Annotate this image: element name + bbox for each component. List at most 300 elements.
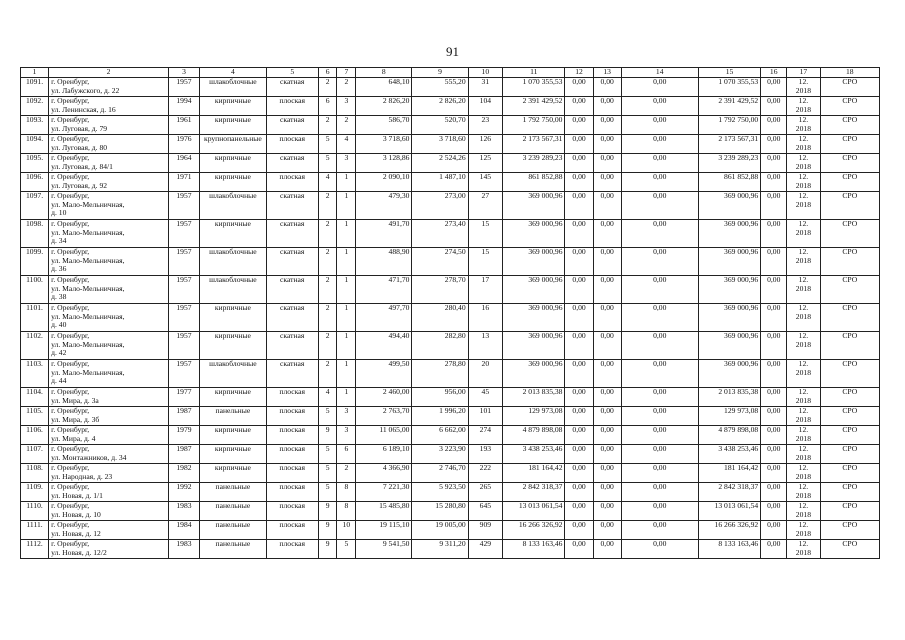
wall-material-cell: шлакоблочные bbox=[200, 248, 267, 276]
row-number-cell: 1110. bbox=[21, 502, 49, 521]
deadline-line: 2018 bbox=[795, 471, 811, 481]
deadline-line: 2018 bbox=[795, 161, 811, 171]
total-area-cell: 2 090,10 bbox=[356, 173, 412, 192]
table-row bbox=[21, 426, 880, 445]
cost-col-13-cell: 0,00 bbox=[593, 220, 621, 248]
total-cost-cell: 369 000,96 bbox=[503, 192, 565, 220]
cost-col-15-cell: 861 852,88 bbox=[698, 173, 760, 192]
row-number-cell: 1107. bbox=[21, 445, 49, 464]
row-number-cell: 1100. bbox=[21, 276, 49, 304]
column-header: 6 bbox=[318, 68, 337, 78]
deadline-cell bbox=[787, 521, 820, 540]
address-cell bbox=[49, 464, 169, 483]
cost-col-13-cell: 0,00 bbox=[593, 521, 621, 540]
cost-col-16-cell: 0,00 bbox=[761, 483, 787, 502]
address-cell bbox=[49, 276, 169, 304]
table-row bbox=[21, 445, 880, 464]
column-header: 17 bbox=[787, 68, 820, 78]
cost-col-16-cell: 0,00 bbox=[761, 540, 787, 559]
funding-method-cell: СРО bbox=[820, 483, 879, 502]
cost-col-12-cell: 0,00 bbox=[565, 304, 593, 332]
deadline-line: 12. bbox=[798, 539, 809, 548]
residents-count-cell: 193 bbox=[468, 445, 502, 464]
address-cell bbox=[49, 521, 169, 540]
address-line: ул. Луговая, д. 84/1 bbox=[51, 161, 113, 171]
cost-col-16-cell: 0,00 bbox=[761, 173, 787, 192]
total-cost-cell: 369 000,96 bbox=[503, 332, 565, 360]
address-line: д. 38 bbox=[51, 292, 67, 302]
wall-material-cell: кирпичные bbox=[200, 154, 267, 173]
deadline-line: 2018 bbox=[795, 180, 811, 190]
residents-count-cell: 429 bbox=[468, 540, 502, 559]
address-line: ул. Ленинская, д. 16 bbox=[51, 104, 116, 114]
residents-count-cell: 222 bbox=[468, 464, 502, 483]
cost-col-13-cell: 0,00 bbox=[593, 360, 621, 388]
funding-method-cell: СРО bbox=[820, 426, 879, 445]
build-year-cell: 1957 bbox=[168, 220, 199, 248]
funding-method-cell: СРО bbox=[820, 192, 879, 220]
cost-col-13-cell: 0,00 bbox=[593, 173, 621, 192]
cost-col-12-cell: 0,00 bbox=[565, 521, 593, 540]
total-cost-cell: 1 070 355,53 bbox=[503, 78, 565, 97]
wall-material-cell: кирпичные bbox=[200, 97, 267, 116]
cost-col-13-cell: 0,00 bbox=[593, 135, 621, 154]
table-row bbox=[21, 483, 880, 502]
roof-type-cell: скатная bbox=[266, 332, 318, 360]
deadline-cell bbox=[787, 135, 820, 154]
cost-col-16-cell: 0,00 bbox=[761, 276, 787, 304]
total-cost-cell: 369 000,96 bbox=[503, 360, 565, 388]
floors-count-cell: 4 bbox=[318, 173, 337, 192]
total-cost-cell: 16 266 326,92 bbox=[503, 521, 565, 540]
build-year-cell: 1961 bbox=[168, 116, 199, 135]
roof-type-cell: плоская bbox=[266, 502, 318, 521]
row-number-cell: 1092. bbox=[21, 97, 49, 116]
address-line: ул. Мира, д. 3а bbox=[51, 395, 99, 405]
address-line: г. Оренбург, bbox=[51, 172, 90, 181]
floors-count-cell: 2 bbox=[318, 360, 337, 388]
cost-col-15-cell: 181 164,42 bbox=[698, 464, 760, 483]
floors-count-cell: 2 bbox=[318, 116, 337, 135]
cost-col-15-cell: 8 133 163,46 bbox=[698, 540, 760, 559]
entrances-count-cell: 1 bbox=[337, 248, 356, 276]
cost-col-16-cell: 0,00 bbox=[761, 220, 787, 248]
build-year-cell: 1957 bbox=[168, 276, 199, 304]
address-line: ул. Мало-Мельничная, bbox=[51, 283, 125, 293]
total-area-cell: 497,70 bbox=[356, 304, 412, 332]
build-year-cell: 1983 bbox=[168, 540, 199, 559]
deadline-line: 12. bbox=[798, 482, 809, 491]
address-cell bbox=[49, 173, 169, 192]
address-line: г. Оренбург, bbox=[51, 520, 90, 529]
floors-count-cell: 2 bbox=[318, 220, 337, 248]
column-number-row bbox=[21, 68, 880, 78]
deadline-line: 2018 bbox=[795, 339, 811, 349]
floors-count-cell: 5 bbox=[318, 135, 337, 154]
address-line: г. Оренбург, bbox=[51, 303, 90, 312]
row-number-cell: 1104. bbox=[21, 388, 49, 407]
column-header: 2 bbox=[49, 68, 169, 78]
table-row bbox=[21, 248, 880, 276]
row-number-cell: 1098. bbox=[21, 220, 49, 248]
cost-col-15-cell: 129 973,08 bbox=[698, 407, 760, 426]
total-cost-cell: 861 852,88 bbox=[503, 173, 565, 192]
cost-col-13-cell: 0,00 bbox=[593, 445, 621, 464]
entrances-count-cell: 1 bbox=[337, 173, 356, 192]
deadline-line: 2018 bbox=[795, 227, 811, 237]
build-year-cell: 1982 bbox=[168, 464, 199, 483]
residents-count-cell: 17 bbox=[468, 276, 502, 304]
living-area-cell: 5 923,50 bbox=[412, 483, 468, 502]
funding-method-cell: СРО bbox=[820, 248, 879, 276]
build-year-cell: 1987 bbox=[168, 407, 199, 426]
column-header: 10 bbox=[468, 68, 502, 78]
cost-col-12-cell: 0,00 bbox=[565, 388, 593, 407]
deadline-cell bbox=[787, 407, 820, 426]
total-cost-cell: 369 000,96 bbox=[503, 220, 565, 248]
deadline-line: 12. bbox=[798, 96, 809, 105]
address-cell bbox=[49, 332, 169, 360]
build-year-cell: 1983 bbox=[168, 502, 199, 521]
cost-col-14-cell: 0,00 bbox=[621, 388, 698, 407]
deadline-cell bbox=[787, 173, 820, 192]
deadline-line: 12. bbox=[798, 172, 809, 181]
wall-material-cell: шлакоблочные bbox=[200, 360, 267, 388]
deadline-cell bbox=[787, 426, 820, 445]
total-cost-cell: 129 973,08 bbox=[503, 407, 565, 426]
build-year-cell: 1957 bbox=[168, 248, 199, 276]
row-number-cell: 1093. bbox=[21, 116, 49, 135]
funding-method-cell: СРО bbox=[820, 521, 879, 540]
column-header: 16 bbox=[761, 68, 787, 78]
entrances-count-cell: 3 bbox=[337, 97, 356, 116]
total-area-cell: 2 460,00 bbox=[356, 388, 412, 407]
floors-count-cell: 5 bbox=[318, 464, 337, 483]
living-area-cell: 278,80 bbox=[412, 360, 468, 388]
deadline-cell bbox=[787, 304, 820, 332]
cost-col-15-cell: 1 070 355,53 bbox=[698, 78, 760, 97]
wall-material-cell: кирпичные bbox=[200, 116, 267, 135]
floors-count-cell: 9 bbox=[318, 521, 337, 540]
column-header: 3 bbox=[168, 68, 199, 78]
deadline-cell bbox=[787, 332, 820, 360]
address-line: ул. Мира, д. 4 bbox=[51, 433, 96, 443]
cost-col-15-cell: 369 000,96 bbox=[698, 276, 760, 304]
residents-count-cell: 31 bbox=[468, 78, 502, 97]
cost-col-12-cell: 0,00 bbox=[565, 135, 593, 154]
address-cell bbox=[49, 135, 169, 154]
address-line: ул. Мало-Мельничная, bbox=[51, 255, 125, 265]
entrances-count-cell: 2 bbox=[337, 464, 356, 483]
deadline-cell bbox=[787, 483, 820, 502]
floors-count-cell: 4 bbox=[318, 388, 337, 407]
total-area-cell: 648,10 bbox=[356, 78, 412, 97]
deadline-line: 12. bbox=[798, 501, 809, 510]
total-cost-cell: 8 133 163,46 bbox=[503, 540, 565, 559]
roof-type-cell: скатная bbox=[266, 154, 318, 173]
cost-col-14-cell: 0,00 bbox=[621, 502, 698, 521]
funding-method-cell: СРО bbox=[820, 407, 879, 426]
cost-col-12-cell: 0,00 bbox=[565, 173, 593, 192]
wall-material-cell: шлакоблочные bbox=[200, 192, 267, 220]
address-line: г. Оренбург, bbox=[51, 463, 90, 472]
cost-col-12-cell: 0,00 bbox=[565, 483, 593, 502]
address-line: ул. Мира, д. 3б bbox=[51, 414, 100, 424]
cost-col-13-cell: 0,00 bbox=[593, 304, 621, 332]
cost-col-12-cell: 0,00 bbox=[565, 116, 593, 135]
funding-method-cell: СРО bbox=[820, 173, 879, 192]
cost-col-14-cell: 0,00 bbox=[621, 97, 698, 116]
roof-type-cell: плоская bbox=[266, 388, 318, 407]
deadline-line: 12. bbox=[798, 387, 809, 396]
living-area-cell: 3 718,60 bbox=[412, 135, 468, 154]
row-number-cell: 1112. bbox=[21, 540, 49, 559]
roof-type-cell: плоская bbox=[266, 540, 318, 559]
total-area-cell: 2 826,20 bbox=[356, 97, 412, 116]
address-line: д. 40 bbox=[51, 320, 67, 330]
roof-type-cell: скатная bbox=[266, 116, 318, 135]
total-cost-cell: 2 391 429,52 bbox=[503, 97, 565, 116]
table-row bbox=[21, 192, 880, 220]
address-cell bbox=[49, 426, 169, 445]
funding-method-cell: СРО bbox=[820, 78, 879, 97]
cost-col-12-cell: 0,00 bbox=[565, 464, 593, 483]
deadline-line: 2018 bbox=[795, 123, 811, 133]
column-header: 12 bbox=[565, 68, 593, 78]
funding-method-cell: СРО bbox=[820, 116, 879, 135]
deadline-line: 12. bbox=[798, 191, 809, 200]
address-line: ул. Мало-Мельничная, bbox=[51, 199, 125, 209]
living-area-cell: 1 487,10 bbox=[412, 173, 468, 192]
address-cell bbox=[49, 388, 169, 407]
address-cell bbox=[49, 360, 169, 388]
address-line: г. Оренбург, bbox=[51, 501, 90, 510]
column-header: 8 bbox=[356, 68, 412, 78]
living-area-cell: 282,80 bbox=[412, 332, 468, 360]
deadline-line: 12. bbox=[798, 153, 809, 162]
total-cost-cell: 4 879 898,08 bbox=[503, 426, 565, 445]
address-line: г. Оренбург, bbox=[51, 153, 90, 162]
deadline-line: 12. bbox=[798, 275, 809, 284]
address-cell bbox=[49, 502, 169, 521]
cost-col-12-cell: 0,00 bbox=[565, 407, 593, 426]
total-area-cell: 19 115,10 bbox=[356, 521, 412, 540]
address-line: ул. Монтажников, д. 34 bbox=[51, 452, 127, 462]
cost-col-14-cell: 0,00 bbox=[621, 173, 698, 192]
address-line: д. 36 bbox=[51, 264, 67, 274]
cost-col-15-cell: 369 000,96 bbox=[698, 332, 760, 360]
table-row bbox=[21, 173, 880, 192]
address-cell bbox=[49, 97, 169, 116]
cost-col-12-cell: 0,00 bbox=[565, 97, 593, 116]
deadline-line: 2018 bbox=[795, 255, 811, 265]
wall-material-cell: панельные bbox=[200, 483, 267, 502]
residents-count-cell: 125 bbox=[468, 154, 502, 173]
deadline-line: 2018 bbox=[795, 547, 811, 557]
build-year-cell: 1971 bbox=[168, 173, 199, 192]
address-line: г. Оренбург, bbox=[51, 359, 90, 368]
table-row bbox=[21, 388, 880, 407]
address-line: г. Оренбург, bbox=[51, 331, 90, 340]
table-row bbox=[21, 464, 880, 483]
funding-method-cell: СРО bbox=[820, 332, 879, 360]
deadline-cell bbox=[787, 154, 820, 173]
wall-material-cell: кирпичные bbox=[200, 464, 267, 483]
deadline-line: 2018 bbox=[795, 395, 811, 405]
total-area-cell: 11 065,00 bbox=[356, 426, 412, 445]
roof-type-cell: плоская bbox=[266, 464, 318, 483]
row-number-cell: 1109. bbox=[21, 483, 49, 502]
column-header: 5 bbox=[266, 68, 318, 78]
cost-col-12-cell: 0,00 bbox=[565, 220, 593, 248]
funding-method-cell: СРО bbox=[820, 304, 879, 332]
address-line: г. Оренбург, bbox=[51, 96, 90, 105]
floors-count-cell: 2 bbox=[318, 332, 337, 360]
living-area-cell: 2 524,26 bbox=[412, 154, 468, 173]
entrances-count-cell: 2 bbox=[337, 116, 356, 135]
deadline-cell bbox=[787, 97, 820, 116]
entrances-count-cell: 3 bbox=[337, 407, 356, 426]
wall-material-cell: крупнопанельные bbox=[200, 135, 267, 154]
residents-count-cell: 20 bbox=[468, 360, 502, 388]
address-line: ул. Народная, д. 23 bbox=[51, 471, 113, 481]
cost-col-15-cell: 1 792 750,00 bbox=[698, 116, 760, 135]
total-cost-cell: 2 173 567,31 bbox=[503, 135, 565, 154]
cost-col-13-cell: 0,00 bbox=[593, 248, 621, 276]
cost-col-13-cell: 0,00 bbox=[593, 407, 621, 426]
entrances-count-cell: 10 bbox=[337, 521, 356, 540]
cost-col-15-cell: 369 000,96 bbox=[698, 220, 760, 248]
cost-col-15-cell: 369 000,96 bbox=[698, 192, 760, 220]
funding-method-cell: СРО bbox=[820, 97, 879, 116]
cost-col-12-cell: 0,00 bbox=[565, 192, 593, 220]
cost-col-16-cell: 0,00 bbox=[761, 97, 787, 116]
entrances-count-cell: 6 bbox=[337, 445, 356, 464]
total-area-cell: 479,30 bbox=[356, 192, 412, 220]
cost-col-15-cell: 4 879 898,08 bbox=[698, 426, 760, 445]
cost-col-12-cell: 0,00 bbox=[565, 154, 593, 173]
roof-type-cell: плоская bbox=[266, 426, 318, 445]
cost-col-13-cell: 0,00 bbox=[593, 540, 621, 559]
living-area-cell: 273,40 bbox=[412, 220, 468, 248]
cost-col-14-cell: 0,00 bbox=[621, 445, 698, 464]
deadline-line: 2018 bbox=[795, 85, 811, 95]
living-area-cell: 278,70 bbox=[412, 276, 468, 304]
cost-col-14-cell: 0,00 bbox=[621, 248, 698, 276]
cost-col-15-cell: 3 438 253,46 bbox=[698, 445, 760, 464]
funding-method-cell: СРО bbox=[820, 540, 879, 559]
funding-method-cell: СРО bbox=[820, 464, 879, 483]
total-area-cell: 6 189,10 bbox=[356, 445, 412, 464]
cost-col-14-cell: 0,00 bbox=[621, 540, 698, 559]
total-cost-cell: 369 000,96 bbox=[503, 304, 565, 332]
floors-count-cell: 9 bbox=[318, 426, 337, 445]
total-area-cell: 3 718,60 bbox=[356, 135, 412, 154]
column-header: 15 bbox=[698, 68, 760, 78]
cost-col-13-cell: 0,00 bbox=[593, 332, 621, 360]
wall-material-cell: кирпичные bbox=[200, 173, 267, 192]
entrances-count-cell: 8 bbox=[337, 483, 356, 502]
deadline-cell bbox=[787, 192, 820, 220]
residents-count-cell: 27 bbox=[468, 192, 502, 220]
address-line: г. Оренбург, bbox=[51, 191, 90, 200]
cost-col-15-cell: 16 266 326,92 bbox=[698, 521, 760, 540]
row-number-cell: 1091. bbox=[21, 78, 49, 97]
address-cell bbox=[49, 540, 169, 559]
cost-col-14-cell: 0,00 bbox=[621, 483, 698, 502]
column-header: 7 bbox=[337, 68, 356, 78]
total-cost-cell: 2 842 318,37 bbox=[503, 483, 565, 502]
cost-col-13-cell: 0,00 bbox=[593, 97, 621, 116]
deadline-line: 12. bbox=[798, 359, 809, 368]
cost-col-16-cell: 0,00 bbox=[761, 248, 787, 276]
address-line: г. Оренбург, bbox=[51, 115, 90, 124]
address-cell bbox=[49, 154, 169, 173]
roof-type-cell: плоская bbox=[266, 521, 318, 540]
residents-count-cell: 145 bbox=[468, 173, 502, 192]
total-area-cell: 471,70 bbox=[356, 276, 412, 304]
total-cost-cell: 369 000,96 bbox=[503, 276, 565, 304]
column-header: 4 bbox=[200, 68, 267, 78]
build-year-cell: 1957 bbox=[168, 192, 199, 220]
deadline-line: 12. bbox=[798, 219, 809, 228]
deadline-cell bbox=[787, 248, 820, 276]
cost-col-16-cell: 0,00 bbox=[761, 388, 787, 407]
build-year-cell: 1979 bbox=[168, 426, 199, 445]
floors-count-cell: 2 bbox=[318, 304, 337, 332]
cost-col-13-cell: 0,00 bbox=[593, 192, 621, 220]
cost-col-14-cell: 0,00 bbox=[621, 360, 698, 388]
address-cell bbox=[49, 445, 169, 464]
address-line: д. 10 bbox=[51, 208, 67, 218]
roof-type-cell: скатная bbox=[266, 248, 318, 276]
roof-type-cell: скатная bbox=[266, 78, 318, 97]
address-line: ул. Мало-Мельничная, bbox=[51, 311, 125, 321]
funding-method-cell: СРО bbox=[820, 154, 879, 173]
housing-repair-table bbox=[20, 67, 880, 559]
cost-col-13-cell: 0,00 bbox=[593, 116, 621, 135]
floors-count-cell: 9 bbox=[318, 540, 337, 559]
cost-col-12-cell: 0,00 bbox=[565, 540, 593, 559]
wall-material-cell: кирпичные bbox=[200, 220, 267, 248]
cost-col-14-cell: 0,00 bbox=[621, 407, 698, 426]
cost-col-14-cell: 0,00 bbox=[621, 332, 698, 360]
build-year-cell: 1984 bbox=[168, 521, 199, 540]
cost-col-14-cell: 0,00 bbox=[621, 220, 698, 248]
entrances-count-cell: 1 bbox=[337, 304, 356, 332]
entrances-count-cell: 1 bbox=[337, 192, 356, 220]
floors-count-cell: 2 bbox=[318, 78, 337, 97]
table-row bbox=[21, 97, 880, 116]
total-area-cell: 15 485,80 bbox=[356, 502, 412, 521]
wall-material-cell: кирпичные bbox=[200, 426, 267, 445]
cost-col-13-cell: 0,00 bbox=[593, 426, 621, 445]
page-number: 91 bbox=[446, 44, 459, 59]
address-cell bbox=[49, 483, 169, 502]
table-row bbox=[21, 332, 880, 360]
deadline-cell bbox=[787, 502, 820, 521]
deadline-line: 2018 bbox=[795, 311, 811, 321]
wall-material-cell: кирпичные bbox=[200, 332, 267, 360]
total-cost-cell: 3 438 253,46 bbox=[503, 445, 565, 464]
total-area-cell: 499,50 bbox=[356, 360, 412, 388]
row-number-cell: 1096. bbox=[21, 173, 49, 192]
floors-count-cell: 9 bbox=[318, 502, 337, 521]
entrances-count-cell: 1 bbox=[337, 388, 356, 407]
living-area-cell: 3 223,90 bbox=[412, 445, 468, 464]
deadline-line: 12. bbox=[798, 303, 809, 312]
roof-type-cell: плоская bbox=[266, 173, 318, 192]
